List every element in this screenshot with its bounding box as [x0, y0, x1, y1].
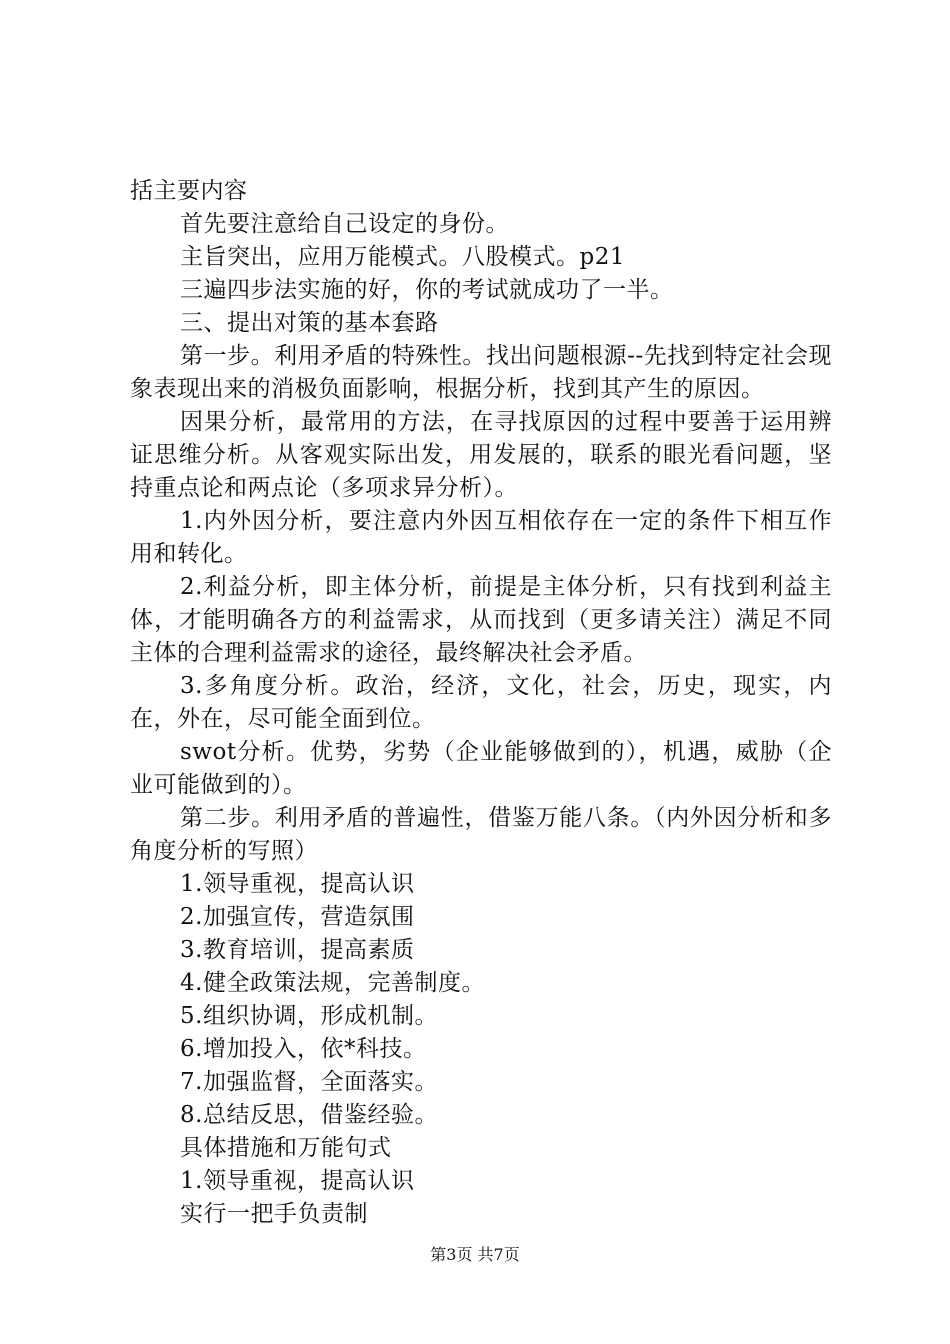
list-item: 6.增加投入，依*科技。	[180, 1036, 427, 1062]
list-item: 7.加强监督，全面落实。	[180, 1069, 438, 1095]
list-item: 4.健全政策法规，完善制度。	[180, 970, 485, 996]
paragraph-1: 首先要注意给自己设定的身份。	[180, 211, 509, 237]
paragraph-8: 2.利益分析，即主体分析，前提是主体分析，只有找到利益主体，才能明确各方的利益需求，从而找到（更多请关注）满足不同主体的合理利益需求的途径，最终解决社会矛盾。	[130, 574, 832, 666]
paragraph-11: 第二步。利用矛盾的普遍性，借鉴万能八条。（内外因分析和多角度分析的写照）	[130, 805, 832, 864]
paragraph-5: 第一步。利用矛盾的特殊性。找出问题根源--先找到特定社会现象表现出来的消极负面影响，根据分析，找到其产生的原因。	[130, 343, 832, 402]
section-heading: 三、提出对策的基本套路	[180, 310, 439, 336]
list-item: 8.总结反思，借鉴经验。	[180, 1102, 438, 1128]
list-item: 1.领导重视，提高认识	[180, 871, 415, 897]
paragraph-6: 因果分析，最常用的方法，在寻找原因的过程中要善于运用辨证思维分析。从客观实际出发，用发展的，联系的眼光看问题，坚持重点论和两点论（多项求异分析）。	[130, 409, 832, 501]
paragraph-10: swot分析。优势，劣势（企业能够做到的），机遇，威胁（企业可能做到的）。	[130, 739, 832, 798]
subheading: 具体措施和万能句式	[180, 1135, 392, 1161]
document-body	[130, 175, 832, 1231]
paragraph-7: 1.内外因分析，要注意内外因互相依存在一定的条件下相互作用和转化。	[130, 508, 832, 567]
list-item: 3.教育培训，提高素质	[180, 937, 415, 963]
list-item: 5.组织协调，形成机制。	[180, 1003, 438, 1029]
paragraph-3: 三遍四步法实施的好，你的考试就成功了一半。	[180, 277, 674, 303]
page-number-footer: 第3页 共7页	[430, 1245, 520, 1264]
paragraph-22: 实行一把手负责制	[180, 1201, 368, 1227]
paragraph-9: 3.多角度分析。政治，经济，文化，社会，历史，现实，内在，外在，尽可能全面到位。	[130, 673, 832, 732]
list-item: 2.加强宣传，营造氛围	[180, 904, 415, 930]
paragraph-2: 主旨突出，应用万能模式。八股模式。p21	[180, 244, 625, 270]
list-item: 1.领导重视，提高认识	[180, 1168, 415, 1194]
paragraph-0: 括主要内容	[130, 178, 248, 204]
